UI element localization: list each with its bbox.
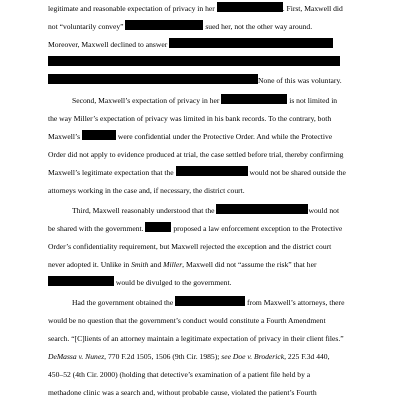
redaction-box [48, 276, 114, 286]
p4-line-3 [48, 332, 358, 345]
p4-line-6 [48, 386, 358, 399]
redaction-box [221, 94, 287, 104]
text: and [148, 260, 164, 269]
text: None of this was voluntary. [258, 76, 342, 85]
p2-line-6 [48, 184, 358, 197]
redaction-box [82, 130, 116, 140]
case-name-doe: see Doe v. Broderick [221, 352, 285, 361]
text: would not [308, 206, 340, 215]
text: the way Miller’s expectation of privacy was limited in his bank records. To the contrary, both [48, 114, 332, 123]
text: is not limited in [289, 96, 338, 105]
text: not “voluntarily convey” [48, 22, 124, 31]
p1-line-1 [48, 2, 358, 15]
p4-line-1 [72, 296, 358, 309]
text: Moreover, Maxwell declined to answer [48, 40, 168, 49]
p2-line-4 [48, 148, 358, 161]
redaction-box [125, 20, 203, 30]
text: attorneys working in the case and, if necessary, the district court. [48, 186, 245, 195]
text: , Maxwell did not “assume the risk” that her [182, 260, 317, 269]
p2-line-2 [48, 112, 358, 125]
p1-line-2 [48, 20, 358, 33]
p3-line-4 [48, 258, 358, 271]
text: legitimate and reasonable expectation of privacy in her [48, 4, 215, 13]
p2-line-1 [72, 94, 358, 107]
redaction-box [145, 222, 171, 232]
case-name-demassa: DeMassa v. Nunez [48, 352, 105, 361]
text: , 770 F.2d 1505, 1506 (9th Cir. 1985); [104, 352, 222, 361]
text: , 225 F.3d 440, [284, 352, 330, 361]
p3-line-1 [72, 204, 358, 217]
text: Had the government obtained the [72, 298, 174, 307]
p1-line-5 [48, 74, 358, 87]
p4-line-4 [48, 350, 358, 363]
redaction-box [175, 296, 245, 306]
text: Order did not apply to evidence produced at trial, the case settled before trial, thereby confirming [48, 150, 344, 159]
p3-line-5 [48, 276, 358, 289]
text: proposed a law enforcement exception to the Protective [173, 224, 343, 233]
text: never adopted it. Unlike in [48, 260, 132, 269]
p3-line-3 [48, 240, 358, 253]
redaction-box [169, 38, 333, 48]
redaction-box [216, 204, 308, 214]
text: Order’s confidentiality requirement, but Maxwell rejected the exception and the district court [48, 242, 332, 251]
p4-line-2 [48, 314, 358, 327]
redaction-box [48, 74, 258, 84]
text: be shared with the government. [48, 224, 144, 233]
p1-line-4 [48, 56, 358, 69]
text: Third, Maxwell reasonably understood that the [72, 206, 215, 215]
text: 450–52 (4th Cir. 2000) (holding that detective’s examination of a patient file held by a [48, 370, 311, 379]
case-name-miller: Miller [163, 260, 183, 269]
text: sued her, not the other way around. [205, 22, 313, 31]
redaction-box [48, 56, 340, 66]
redaction-box [217, 2, 283, 12]
text: from Maxwell’s attorneys, there [247, 298, 345, 307]
text: would be no question that the government’s conduct would constitute a Fourth Amendment [48, 316, 326, 325]
text: would not be shared outside the [249, 168, 346, 177]
p3-line-2 [48, 222, 358, 235]
text: . First, Maxwell did [282, 4, 343, 13]
text: would be divulged to the government. [115, 278, 232, 287]
p2-line-5 [48, 166, 358, 179]
text: Maxwell’s [48, 132, 81, 141]
text: Maxwell’s legitimate expectation that the [48, 168, 174, 177]
p2-line-3 [48, 130, 358, 143]
text: search. “[C]lients of an attorney maintain a legitimate expectation of privacy in their client files.” [48, 334, 344, 343]
text: methadone clinic was a search and, without probable cause, violated the patient’s Fourth [48, 388, 317, 397]
p1-line-3 [48, 38, 358, 51]
p4-line-5 [48, 368, 358, 381]
text: were confidential under the Protective Order. And while the Protective [117, 132, 333, 141]
text: Second, Maxwell’s expectation of privacy in her [72, 96, 220, 105]
case-name-smith: Smith [131, 260, 149, 269]
redaction-box [176, 166, 248, 176]
